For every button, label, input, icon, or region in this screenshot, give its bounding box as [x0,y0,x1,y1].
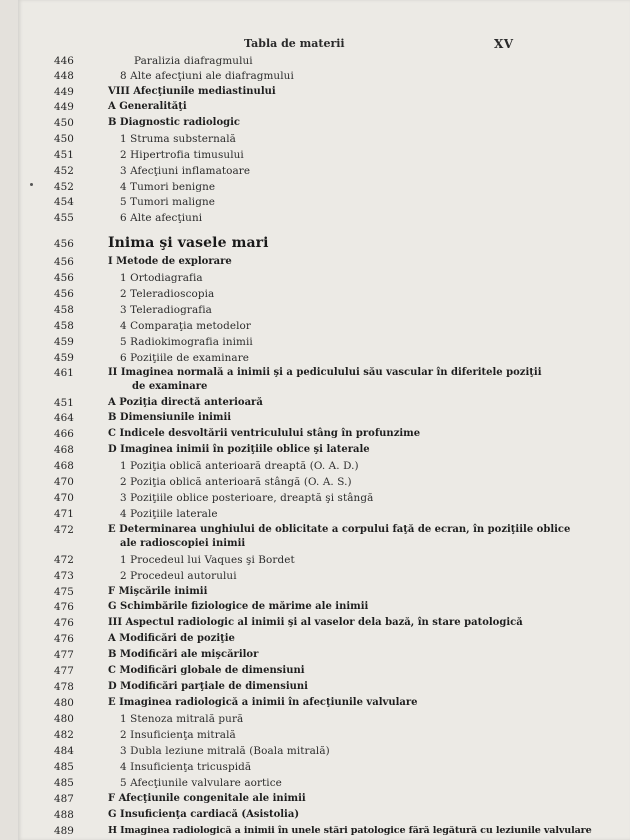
toc-page-number: 448 [54,70,74,82]
toc-entry [18,336,630,351]
toc-entry [18,777,630,792]
toc-entry-title: 2 Insuficienţa mitrală [120,729,236,741]
toc-entry-title: VIII Afecţiunile mediastinului [108,86,276,97]
toc-page-number: 456 [54,272,74,284]
toc-entry-title: B Dimensiunile inimii [108,412,232,423]
toc-entry-title: G Schimbările fiziologice de mărime ale inimii [108,601,369,612]
toc-entry-title: C Indicele desvoltării ventriculului stâng în profunzime [108,428,421,439]
toc-entry-title: B Modificări ale mişcărilor [108,649,259,660]
toc-entry [18,729,630,744]
toc-page-number: 466 [54,428,74,440]
toc-page-number: 487 [54,793,74,805]
toc-entry [18,149,630,164]
toc-entry-title: 3 Afecţiuni inflamatoare [120,165,251,177]
toc-entry-title: D Modificări parţiale de dimensiuni [108,681,308,692]
toc-entry [18,101,630,116]
toc-entry [18,492,630,507]
toc-entry [18,681,630,696]
toc-entry-title: E Determinarea unghiului de oblicitate a corpului faţă de ecran, în poziţiile oblice [108,524,571,535]
toc-entry-title: 2 Hipertrofia timusului [120,149,244,161]
toc-entry [18,117,630,132]
toc-page-number: 452 [54,165,74,177]
toc-page-number: 485 [54,761,74,773]
toc-entry-title: II Imaginea normală a inimii şi a pediculului său vascular în diferitele poziţii [108,367,542,378]
toc-entry-title: 6 Poziţiile de examinare [120,352,250,364]
toc-page-number: 451 [54,397,74,409]
toc-entry-title: 5 Tumori maligne [120,196,216,208]
toc-entry-title: A Poziţia directă anterioară [108,397,263,408]
toc-page-number: 475 [54,586,74,598]
toc-page-number: 468 [54,444,74,456]
book-page [18,0,630,840]
toc-page-number: 484 [54,745,74,757]
toc-page-number: 476 [54,601,74,613]
toc-entry-title: 6 Alte afecţiuni [120,212,203,224]
toc-page-number: 476 [54,633,74,645]
toc-entry-title: G Insuficienţa cardiacă (Asistolia) [108,809,300,820]
toc-entry [18,476,630,491]
toc-entry [18,570,630,585]
toc-entry [18,304,630,319]
toc-entry [18,397,630,412]
toc-entry-title: 8 Alte afecţiuni ale diafragmului [120,70,294,82]
toc-entry-title: 3 Teleradiografia [120,304,212,316]
toc-entry-title: 1 Struma substernală [120,133,236,145]
toc-page-number: 478 [54,681,74,693]
toc-entry [18,745,630,760]
toc-entry-title: 4 Poziţiile laterale [120,508,218,520]
toc-page-number: 458 [54,304,74,316]
toc-entry-title: 2 Procedeul autorului [120,570,237,582]
toc-entry [18,352,630,367]
toc-page-number: 452 [54,181,74,193]
toc-page-number: 482 [54,729,74,741]
page-number-roman: XV [494,37,514,51]
running-title: Tabla de materii [244,37,345,50]
toc-entry-title: Inima şi vasele mari [108,235,269,251]
toc-page-number: 454 [54,196,74,208]
toc-entry [18,86,630,101]
toc-entry [18,272,630,287]
toc-page-number: 480 [54,697,74,709]
toc-page-number: 471 [54,508,74,520]
toc-entry-title: 3 Dubla leziune mitrală (Boala mitrală) [120,745,330,757]
toc-page-number: 456 [54,238,74,250]
toc-entry-title: B Diagnostic radiologic [108,117,240,128]
toc-page-number: 470 [54,476,74,488]
toc-page-number: 472 [54,554,74,566]
toc-page-number: 489 [54,825,74,837]
toc-entry-title: de examinare [132,381,208,392]
toc-entry [18,761,630,776]
toc-page-number: 456 [54,288,74,300]
toc-entry [18,320,630,335]
toc-entry [18,524,630,539]
toc-entry [18,428,630,443]
toc-entry-title: D Imaginea inimii în poziţiile oblice şi laterale [108,444,370,455]
toc-entry [18,665,630,680]
toc-entry-title: A Modificări de poziţie [108,633,235,644]
toc-page-number: 477 [54,665,74,677]
toc-entry-title: 1 Ortodiagrafia [120,272,203,284]
toc-page-number: 470 [54,492,74,504]
toc-page-number: 473 [54,570,74,582]
toc-page-number: 450 [54,133,74,145]
toc-entry [18,288,630,303]
toc-entry [18,508,630,523]
toc-entry-title: 1 Stenoza mitrală pură [120,713,244,725]
toc-entry-title: 5 Radiokimografia inimii [120,336,253,348]
toc-entry [18,649,630,664]
toc-page-number: 477 [54,649,74,661]
toc-page-number: 461 [54,367,74,379]
toc-entry [18,444,630,459]
toc-entry-title: ale radioscopiei inimii [120,538,246,549]
toc-entry-title: F Afecţiunile congenitale ale inimii [108,793,306,804]
toc-entry [18,713,630,728]
toc-page-number: 464 [54,412,74,424]
toc-entry-title: I Metode de explorare [108,256,232,267]
toc-page-number: 468 [54,460,74,472]
page-header [18,37,630,53]
toc-entry [18,554,630,569]
toc-entry [18,367,630,382]
toc-page-number: 459 [54,336,74,348]
toc-entry-title: 4 Insuficienţa tricuspidă [120,761,252,773]
toc-entry [18,633,630,648]
toc-entry [18,165,630,180]
toc-entry-title: E Imaginea radiologică a inimii în afecţiunile valvulare [108,697,418,708]
toc-entry [18,133,630,148]
toc-entry [18,460,630,475]
toc-entry-title: F Mişcările inimii [108,586,208,597]
toc-entry-title: 2 Poziţia oblică anterioară stângă (O. A. S.) [120,476,352,488]
toc-entry-title: 4 Tumori benigne [120,181,216,193]
toc-entry [18,538,630,553]
toc-entry [18,381,630,396]
toc-page-number: 450 [54,117,74,129]
toc-entry-title: H Imaginea radiologică a inimii în unele stări patologice fără legătură cu leziunile valvulare [108,825,592,836]
toc-entry [18,586,630,601]
toc-entry [18,70,630,85]
toc-entry [18,697,630,712]
toc-page-number: 458 [54,320,74,332]
toc-entry [18,412,630,427]
toc-entry-title: 5 Afecţiunile valvulare aortice [120,777,282,789]
toc-entry-title: 1 Poziţia oblică anterioară dreaptă (O. A. D.) [120,460,359,472]
toc-entry [18,212,630,227]
toc-page-number: 456 [54,256,74,268]
toc-page-number: 449 [54,86,74,98]
toc-entry-title: 3 Poziţiile oblice posterioare, dreaptă şi stângă [120,492,374,504]
toc-page-number: 476 [54,617,74,629]
toc-entry [18,181,630,196]
toc-entry [18,825,630,840]
toc-page-number: 485 [54,777,74,789]
toc-page-number: 446 [54,55,74,67]
toc-page-number: 451 [54,149,74,161]
toc-entry [18,793,630,808]
toc-chapter-heading [18,235,630,253]
toc-page-number: 455 [54,212,74,224]
toc-entry-title: 4 Comparaţia metodelor [120,320,251,332]
toc-entry [18,196,630,211]
toc-entry-title: 1 Procedeul lui Vaques şi Bordet [120,554,295,566]
toc-page-number: 472 [54,524,74,536]
toc-page-number: 480 [54,713,74,725]
toc-page-number: 449 [54,101,74,113]
toc-entry [18,601,630,616]
toc-page-number: 459 [54,352,74,364]
toc-entry [18,55,630,70]
toc-entry [18,256,630,271]
toc-entry-title: III Aspectul radiologic al inimii şi al vaselor dela bază, în stare patologică [108,617,523,628]
toc-entry [18,617,630,632]
toc-entry-title: 2 Teleradioscopia [120,288,215,300]
toc-entry [18,809,630,824]
toc-entry-title: Paralizia diafragmului [134,55,253,67]
toc-page-number: 488 [54,809,74,821]
toc-entry-title: C Modificări globale de dimensiuni [108,665,305,676]
toc-entry-title: A Generalităţi [108,101,187,112]
